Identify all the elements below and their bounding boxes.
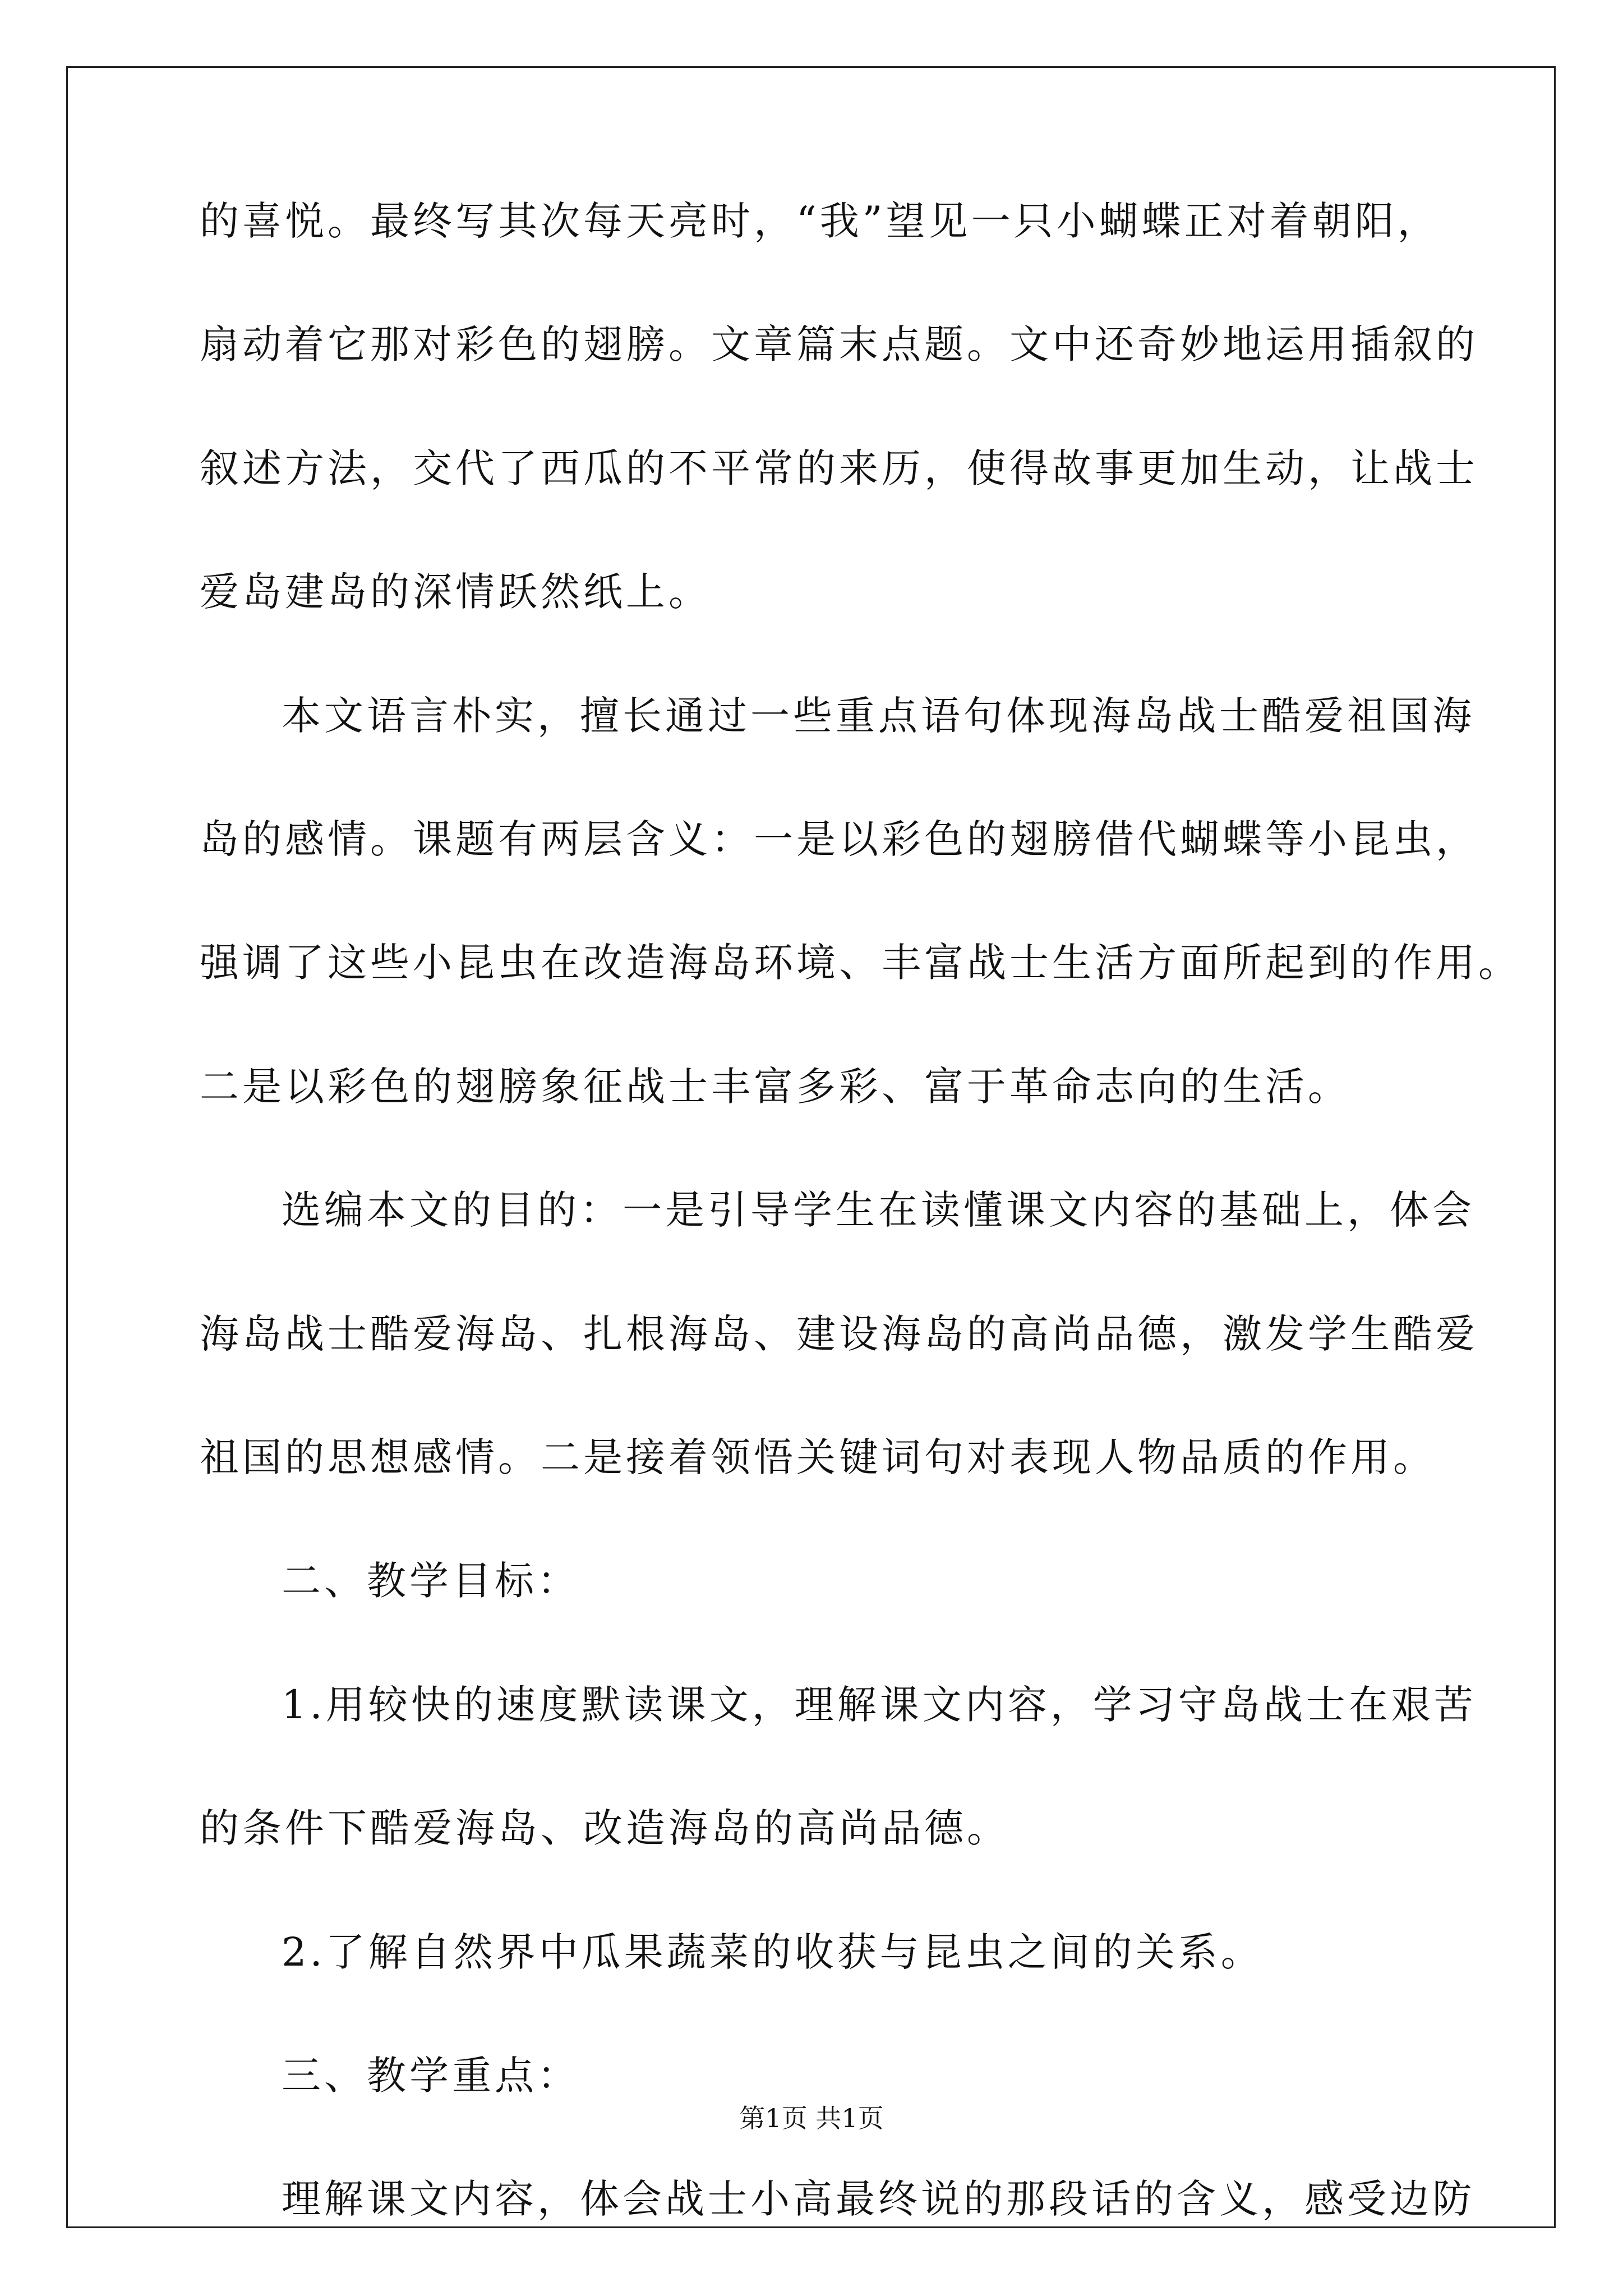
text-line: 海岛战士酷爱海岛、扎根海岛、建设海岛的高尚品德，激发学生酷爱 xyxy=(200,1311,1478,1357)
section-heading: 三、教学重点： xyxy=(282,2053,580,2099)
text-line: 二是以彩色的翅膀象征战士丰富多彩、富于革命志向的生活。 xyxy=(200,1064,1350,1110)
text-line: 岛的感情。课题有两层含义：一是以彩色的翅膀借代蝴蝶等小昆虫， xyxy=(200,816,1478,862)
page-number-footer: 第1页 共1页 xyxy=(739,2103,884,2133)
text-line: 爱岛建岛的深情跃然纸上。 xyxy=(200,569,711,615)
list-item-start-line: 1.用较快的速度默读课文，理解课文内容，学习守岛战士在艰苦 xyxy=(282,1682,1477,1728)
paragraph-start-line: 本文语言朴实，擅长通过一些重点语句体现海岛战士酷爱祖国海 xyxy=(282,693,1475,739)
page-border xyxy=(66,66,1556,2228)
list-item-start-line: 2.了解自然界中瓜果蔬菜的收获与昆虫之间的关系。 xyxy=(282,1929,1264,1975)
text-line: 强调了这些小昆虫在改造海岛环境、丰富战士生活方面所起到的作用。 xyxy=(200,940,1521,986)
paragraph-start-line: 理解课文内容，体会战士小高最终说的那段话的含义，感受边防 xyxy=(282,2176,1475,2222)
text-line: 的喜悦。最终写其次每天亮时，“我”望见一只小蝴蝶正对着朝阳， xyxy=(200,198,1440,244)
text-line: 祖国的思想感情。二是接着领悟关键词句对表现人物品质的作用。 xyxy=(200,1434,1436,1480)
text-line: 扇动着它那对彩色的翅膀。文章篇末点题。文中还奇妙地运用插叙的 xyxy=(200,321,1478,367)
text-line: 的条件下酷爱海岛、改造海岛的高尚品德。 xyxy=(200,1805,1009,1851)
section-heading: 二、教学目标： xyxy=(282,1558,580,1604)
text-line: 叙述方法，交代了西瓜的不平常的来历，使得故事更加生动，让战士 xyxy=(200,445,1478,491)
paragraph-start-line: 选编本文的目的：一是引导学生在读懂课文内容的基础上，体会 xyxy=(282,1187,1475,1233)
